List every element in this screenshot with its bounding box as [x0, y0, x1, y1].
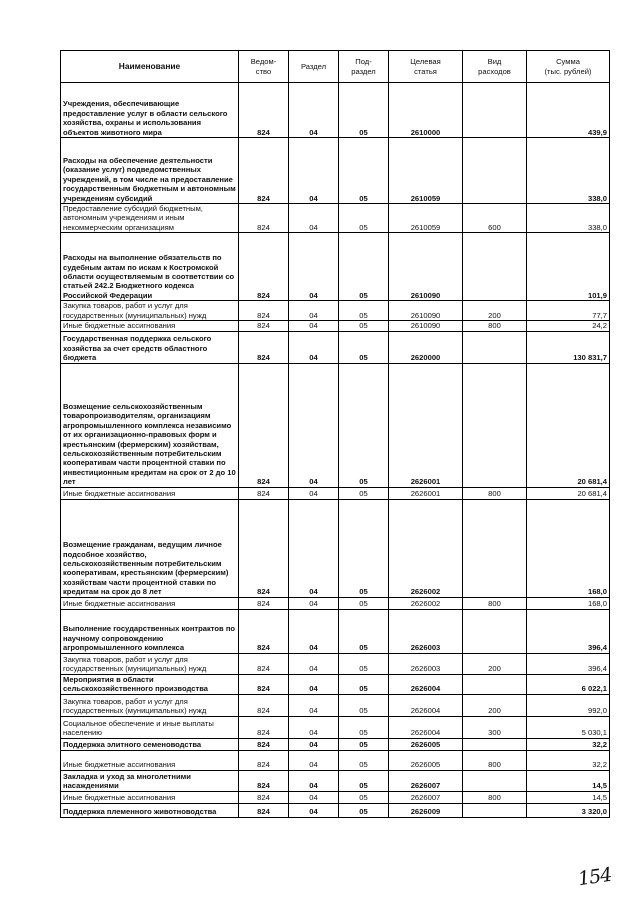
cell-sum: 24,2 [527, 321, 610, 331]
cell-kind [463, 499, 527, 597]
cell-subsection: 05 [339, 694, 389, 716]
cell-dept: 824 [239, 597, 289, 609]
table-row [61, 138, 610, 204]
cell-target: 2626001 [389, 487, 463, 499]
cell-dept: 824 [239, 803, 289, 817]
cell-kind: 800 [463, 597, 527, 609]
header-section: Раздел [289, 51, 339, 83]
cell-sum: 77,7 [527, 301, 610, 321]
cell-section: 04 [289, 233, 339, 301]
cell-dept: 824 [239, 653, 289, 674]
cell-sum: 32,2 [527, 738, 610, 750]
cell-dept: 824 [239, 499, 289, 597]
cell-section: 04 [289, 770, 339, 791]
table-row [61, 674, 610, 694]
cell-section: 04 [289, 138, 339, 204]
table-row [61, 750, 610, 770]
cell-target: 2626007 [389, 770, 463, 791]
cell-dept: 824 [239, 83, 289, 138]
cell-dept: 824 [239, 750, 289, 770]
cell-sum: 6 022,1 [527, 674, 610, 694]
cell-dept: 824 [239, 321, 289, 331]
cell-sum: 338,0 [527, 204, 610, 233]
cell-name: Мероприятия в области сельскохозяйственного производства [61, 674, 239, 694]
table-row [61, 803, 610, 817]
cell-kind [463, 803, 527, 817]
cell-section: 04 [289, 674, 339, 694]
cell-dept: 824 [239, 233, 289, 301]
page-number: 154 [576, 863, 613, 891]
table-row [61, 321, 610, 331]
cell-name: Предоставление субсидий бюджетным, автономным учреждениям и иным некоммерческим организациям [61, 204, 239, 233]
table-row [61, 204, 610, 233]
cell-kind: 800 [463, 487, 527, 499]
cell-dept: 824 [239, 363, 289, 487]
cell-target: 2626004 [389, 716, 463, 738]
cell-sum: 14,5 [527, 770, 610, 791]
cell-kind: 300 [463, 716, 527, 738]
cell-section: 04 [289, 597, 339, 609]
cell-sum: 396,4 [527, 609, 610, 653]
cell-kind [463, 363, 527, 487]
cell-section: 04 [289, 331, 339, 363]
cell-name: Социальное обеспечение и иные выплаты населению [61, 716, 239, 738]
cell-dept: 824 [239, 738, 289, 750]
cell-dept: 824 [239, 694, 289, 716]
header-subsection: Под- раздел [339, 51, 389, 83]
cell-name: Иные бюджетные ассигнования [61, 487, 239, 499]
cell-name: Поддержка элитного семеноводства [61, 738, 239, 750]
cell-subsection: 05 [339, 674, 389, 694]
cell-section: 04 [289, 363, 339, 487]
table-row [61, 331, 610, 363]
cell-kind [463, 609, 527, 653]
cell-subsection: 05 [339, 204, 389, 233]
cell-name: Поддержка племенного животноводства [61, 803, 239, 817]
cell-target: 2626005 [389, 750, 463, 770]
budget-sheet [60, 50, 609, 818]
cell-name: Расходы на обеспечение деятельности (оказание услуг) подведомственных учреждений, в том числе на предоставление государственным бюджетным и автономным учреждениям субсидий [61, 138, 239, 204]
cell-target: 2626004 [389, 674, 463, 694]
table-row [61, 653, 610, 674]
cell-kind [463, 770, 527, 791]
cell-name: Закладка и уход за многолетними насаждениями [61, 770, 239, 791]
header-dept: Ведом- ство [239, 51, 289, 83]
cell-name: Иные бюджетные ассигнования [61, 597, 239, 609]
cell-kind: 800 [463, 791, 527, 803]
cell-kind [463, 738, 527, 750]
cell-sum: 14,5 [527, 791, 610, 803]
cell-target: 2626003 [389, 653, 463, 674]
cell-section: 04 [289, 791, 339, 803]
cell-dept: 824 [239, 791, 289, 803]
cell-subsection: 05 [339, 499, 389, 597]
table-row [61, 738, 610, 750]
cell-target: 2610059 [389, 204, 463, 233]
cell-name: Государственная поддержка сельского хозяйства за счет средств областного бюджета [61, 331, 239, 363]
table-row [61, 499, 610, 597]
cell-dept: 824 [239, 331, 289, 363]
cell-section: 04 [289, 738, 339, 750]
table-row [61, 487, 610, 499]
cell-kind: 800 [463, 321, 527, 331]
cell-subsection: 05 [339, 653, 389, 674]
cell-name: Выполнение государственных контрактов по научному сопровождению агропромышленного комплекса [61, 609, 239, 653]
cell-sum: 396,4 [527, 653, 610, 674]
cell-target: 2626007 [389, 791, 463, 803]
cell-sum: 338,0 [527, 138, 610, 204]
cell-subsection: 05 [339, 803, 389, 817]
table-row [61, 363, 610, 487]
table-row [61, 770, 610, 791]
cell-sum: 101,9 [527, 233, 610, 301]
cell-section: 04 [289, 301, 339, 321]
cell-name: Закупка товаров, работ и услуг для государственных (муниципальных) нужд [61, 301, 239, 321]
cell-kind [463, 233, 527, 301]
cell-subsection: 05 [339, 487, 389, 499]
header-target: Целевая статья [389, 51, 463, 83]
cell-name: Иные бюджетные ассигнования [61, 791, 239, 803]
cell-section: 04 [289, 803, 339, 817]
cell-dept: 824 [239, 301, 289, 321]
table-row [61, 301, 610, 321]
table-row [61, 694, 610, 716]
cell-section: 04 [289, 653, 339, 674]
cell-target: 2626009 [389, 803, 463, 817]
cell-name: Возмещение гражданам, ведущим личное подсобное хозяйство, сельскохозяйственным потребительским кооперативам, крестьянским (фермерским) хозяйствам части процентной ставки по кредитам на срок до 8 лет [61, 499, 239, 597]
cell-section: 04 [289, 321, 339, 331]
cell-sum: 439,9 [527, 83, 610, 138]
table-row [61, 83, 610, 138]
cell-sum: 168,0 [527, 499, 610, 597]
cell-subsection: 05 [339, 83, 389, 138]
cell-section: 04 [289, 487, 339, 499]
cell-kind: 200 [463, 301, 527, 321]
cell-target: 2610059 [389, 138, 463, 204]
cell-target: 2610000 [389, 83, 463, 138]
cell-target: 2626002 [389, 597, 463, 609]
cell-dept: 824 [239, 609, 289, 653]
cell-subsection: 05 [339, 138, 389, 204]
table-body [61, 83, 610, 818]
cell-dept: 824 [239, 487, 289, 499]
cell-sum: 168,0 [527, 597, 610, 609]
cell-sum: 3 320,0 [527, 803, 610, 817]
table-row [61, 716, 610, 738]
cell-target: 2610090 [389, 321, 463, 331]
cell-kind: 200 [463, 653, 527, 674]
cell-dept: 824 [239, 770, 289, 791]
cell-dept: 824 [239, 138, 289, 204]
cell-target: 2626001 [389, 363, 463, 487]
cell-name: Возмещение сельскохозяйственным товаропроизводителям, организациям агропромышленного комплекса независимо от их организационно-правовых форм и крестьянским (фермерским) хозяйствам, сельскохозяйственным потребительским кооперативам части процентной ставки по инвестиционным кредитам на срок от 2 до 10 лет [61, 363, 239, 487]
cell-subsection: 05 [339, 597, 389, 609]
table-row [61, 597, 610, 609]
cell-name: Иные бюджетные ассигнования [61, 750, 239, 770]
cell-name: Закупка товаров, работ и услуг для государственных (муниципальных) нужд [61, 694, 239, 716]
cell-target: 2626003 [389, 609, 463, 653]
table-row [61, 609, 610, 653]
cell-target: 2620000 [389, 331, 463, 363]
cell-kind [463, 674, 527, 694]
cell-subsection: 05 [339, 301, 389, 321]
cell-dept: 824 [239, 674, 289, 694]
cell-kind [463, 331, 527, 363]
cell-name: Учреждения, обеспечивающие предоставление услуг в области сельского хозяйства, охраны и использования объектов животного мира [61, 83, 239, 138]
cell-subsection: 05 [339, 363, 389, 487]
cell-subsection: 05 [339, 233, 389, 301]
cell-kind: 200 [463, 694, 527, 716]
cell-kind: 800 [463, 750, 527, 770]
cell-subsection: 05 [339, 716, 389, 738]
cell-kind [463, 138, 527, 204]
cell-subsection: 05 [339, 331, 389, 363]
cell-subsection: 05 [339, 791, 389, 803]
budget-table [60, 50, 610, 818]
table-row [61, 233, 610, 301]
cell-section: 04 [289, 609, 339, 653]
cell-target: 2626005 [389, 738, 463, 750]
header-name: Наименование [61, 51, 239, 83]
cell-sum: 20 681,4 [527, 363, 610, 487]
cell-sum: 992,0 [527, 694, 610, 716]
cell-dept: 824 [239, 204, 289, 233]
cell-section: 04 [289, 694, 339, 716]
cell-section: 04 [289, 716, 339, 738]
cell-section: 04 [289, 83, 339, 138]
cell-kind [463, 83, 527, 138]
cell-subsection: 05 [339, 750, 389, 770]
cell-subsection: 05 [339, 738, 389, 750]
cell-sum: 130 831,7 [527, 331, 610, 363]
cell-dept: 824 [239, 716, 289, 738]
header-sum: Сумма (тыс. рублей) [527, 51, 610, 83]
cell-section: 04 [289, 499, 339, 597]
header-kind: Вид расходов [463, 51, 527, 83]
cell-kind: 600 [463, 204, 527, 233]
cell-target: 2610090 [389, 301, 463, 321]
cell-name: Расходы на выполнение обязательств по судебным актам по искам к Костромской области осуществляемым в соответствии со статьей 242.2 Бюджетного кодекса Российской Федерации [61, 233, 239, 301]
cell-name: Иные бюджетные ассигнования [61, 321, 239, 331]
cell-target: 2626004 [389, 694, 463, 716]
cell-target: 2626002 [389, 499, 463, 597]
cell-sum: 32,2 [527, 750, 610, 770]
cell-sum: 5 030,1 [527, 716, 610, 738]
cell-section: 04 [289, 750, 339, 770]
cell-section: 04 [289, 204, 339, 233]
cell-target: 2610090 [389, 233, 463, 301]
header-row [61, 51, 610, 83]
cell-subsection: 05 [339, 770, 389, 791]
cell-subsection: 05 [339, 609, 389, 653]
cell-name: Закупка товаров, работ и услуг для государственных (муниципальных) нужд [61, 653, 239, 674]
cell-subsection: 05 [339, 321, 389, 331]
table-row [61, 791, 610, 803]
cell-sum: 20 681,4 [527, 487, 610, 499]
